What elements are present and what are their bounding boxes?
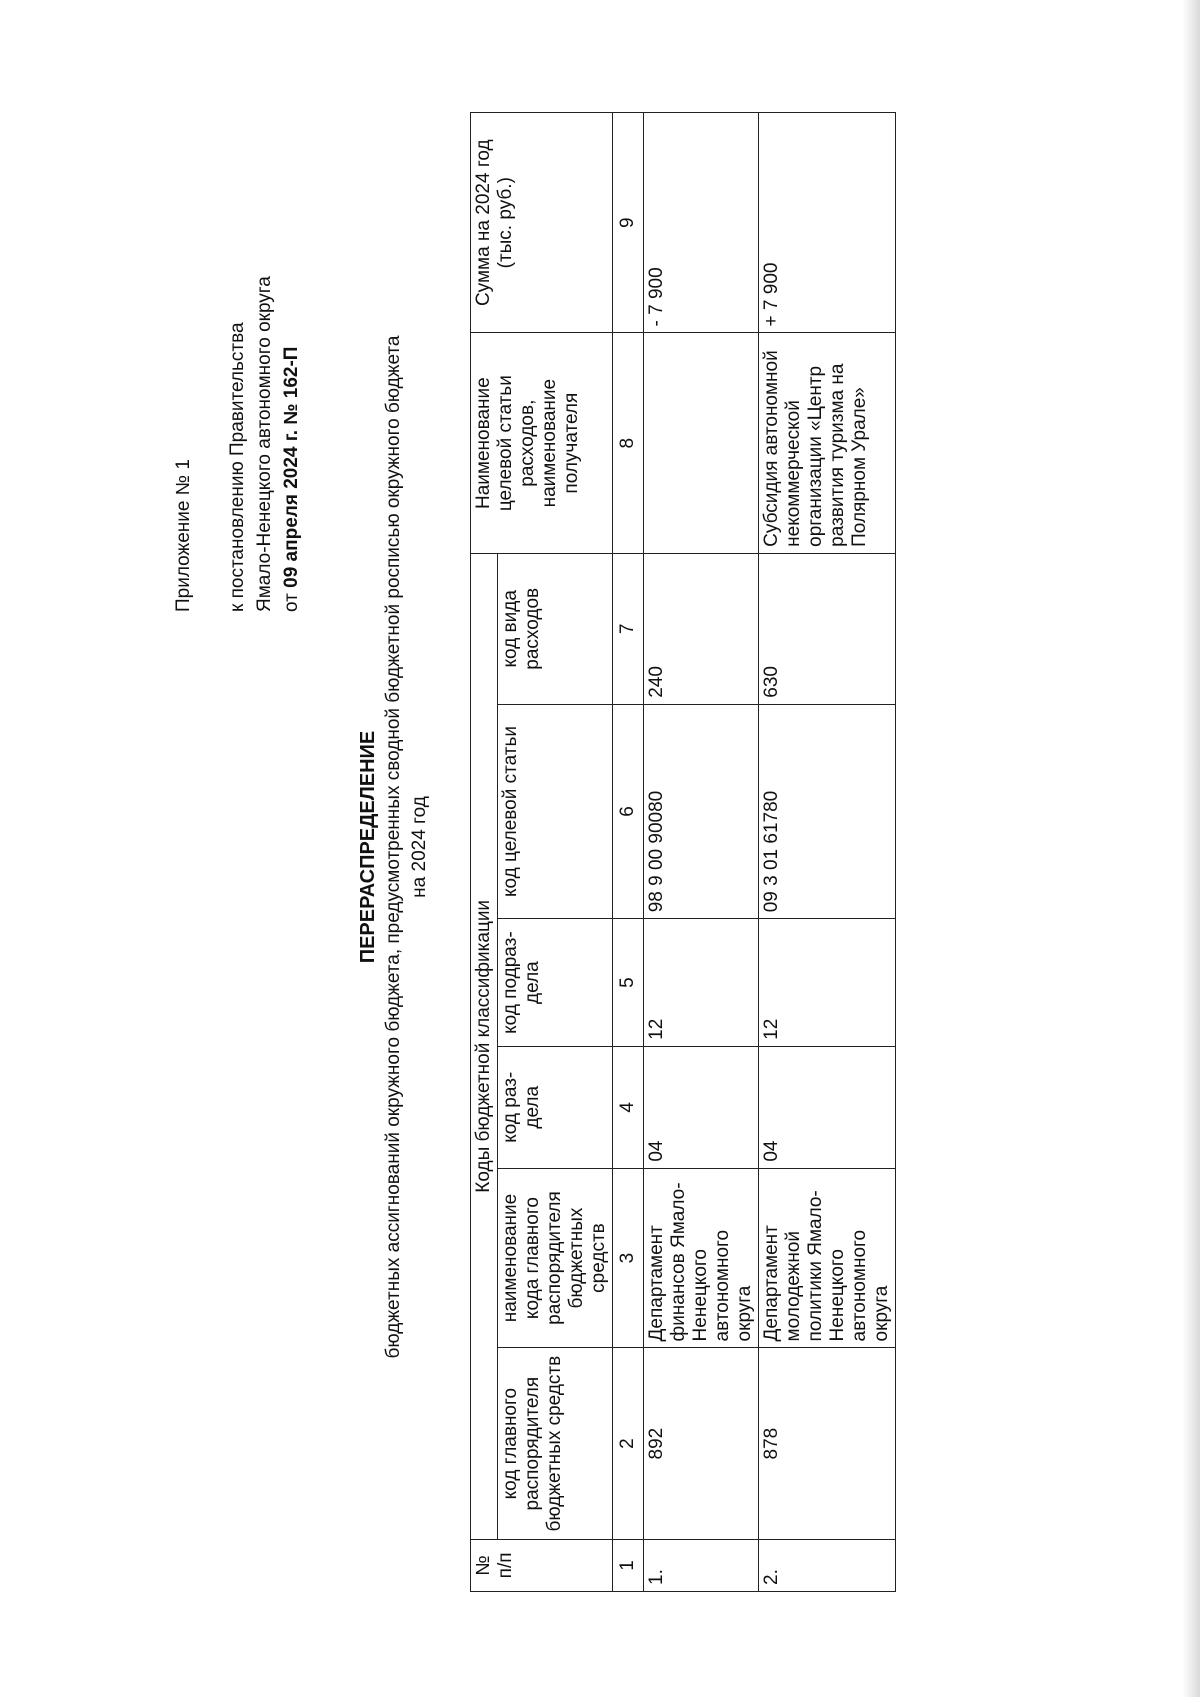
cell-target-name: Субсидия автономной некоммерческой организации «Центр развития туризма на Полярном Урале» [759,333,896,553]
cell-subsection-code: 12 [759,919,896,1047]
cell-grbs-code: 878 [759,1348,896,1539]
cell-target-name [644,333,759,553]
cell-grbs-code: 892 [644,1348,759,1539]
document-year: на 2024 год [409,796,430,898]
header-grbs-code: код главного распорядителя бюджетных средств [498,1348,613,1539]
cell-target-code: 09 3 01 61780 [759,704,896,919]
header-target-name: Наименование целевой статьи расходов, наименование получателя [471,333,613,553]
cell-subsection-code: 12 [644,919,759,1047]
column-number: 6 [613,704,644,919]
document-title: ПЕРЕРАСПРЕДЕЛЕНИЕ [357,730,379,964]
appendix-line-2: Ямало-Ненецкого автономного округа [254,276,275,612]
cell-row-number: 2. [759,1539,896,1591]
header-section-code: код раз- дела [498,1046,613,1168]
appendix-title: Приложение № 1 [173,459,194,612]
cell-row-number: 1. [644,1539,759,1591]
appendix-date-prefix: от [281,593,302,612]
redistribution-table [470,112,896,1592]
table-row [759,113,896,1592]
appendix-line-1: к постановлению Правительства [227,322,248,612]
column-number-row [613,113,644,1592]
header-row-number: № п/п [471,1539,613,1591]
appendix-date-value: 09 апреля 2024 г. № 162-П [281,346,302,588]
column-number: 7 [613,553,644,704]
cell-expense-type: 240 [644,553,759,704]
cell-section-code: 04 [759,1046,896,1168]
column-number: 2 [613,1348,644,1539]
appendix-note [170,276,305,612]
cell-grbs-name: Департамент молодежной политики Ямало-Ненецкого автономного округа [759,1168,896,1348]
cell-target-code: 98 9 00 90080 [644,704,759,919]
cell-expense-type: 630 [759,553,896,704]
header-subsection-code: код подраз- дела [498,919,613,1047]
column-number: 9 [613,113,644,333]
header-grbs-name: наименование кода главного распорядителя бюджетных средств [498,1168,613,1348]
table-row [644,113,759,1592]
column-number: 5 [613,919,644,1047]
header-amount: Сумма на 2024 год (тыс. руб.) [471,113,613,333]
column-number: 8 [613,333,644,553]
document-heading [355,197,433,1497]
table-header-row [471,113,498,1592]
header-target-code: код целевой статьи [498,704,613,919]
column-number: 3 [613,1168,644,1348]
appendix-date [278,276,305,612]
column-number: 1 [613,1539,644,1591]
cell-section-code: 04 [644,1046,759,1168]
cell-grbs-name: Департамент финансов Ямало-Ненецкого автономного округа [644,1168,759,1348]
cell-amount: + 7 900 [759,113,896,333]
header-budget-codes: Коды бюджетной классификации [471,553,498,1539]
column-number: 4 [613,1046,644,1168]
document-subtitle: бюджетных ассигнований окружного бюджета, предусмотренных сводной бюджетной росписью окружного бюджета [383,335,404,1359]
header-expense-type: код вида расходов [498,553,613,704]
cell-amount: - 7 900 [644,113,759,333]
